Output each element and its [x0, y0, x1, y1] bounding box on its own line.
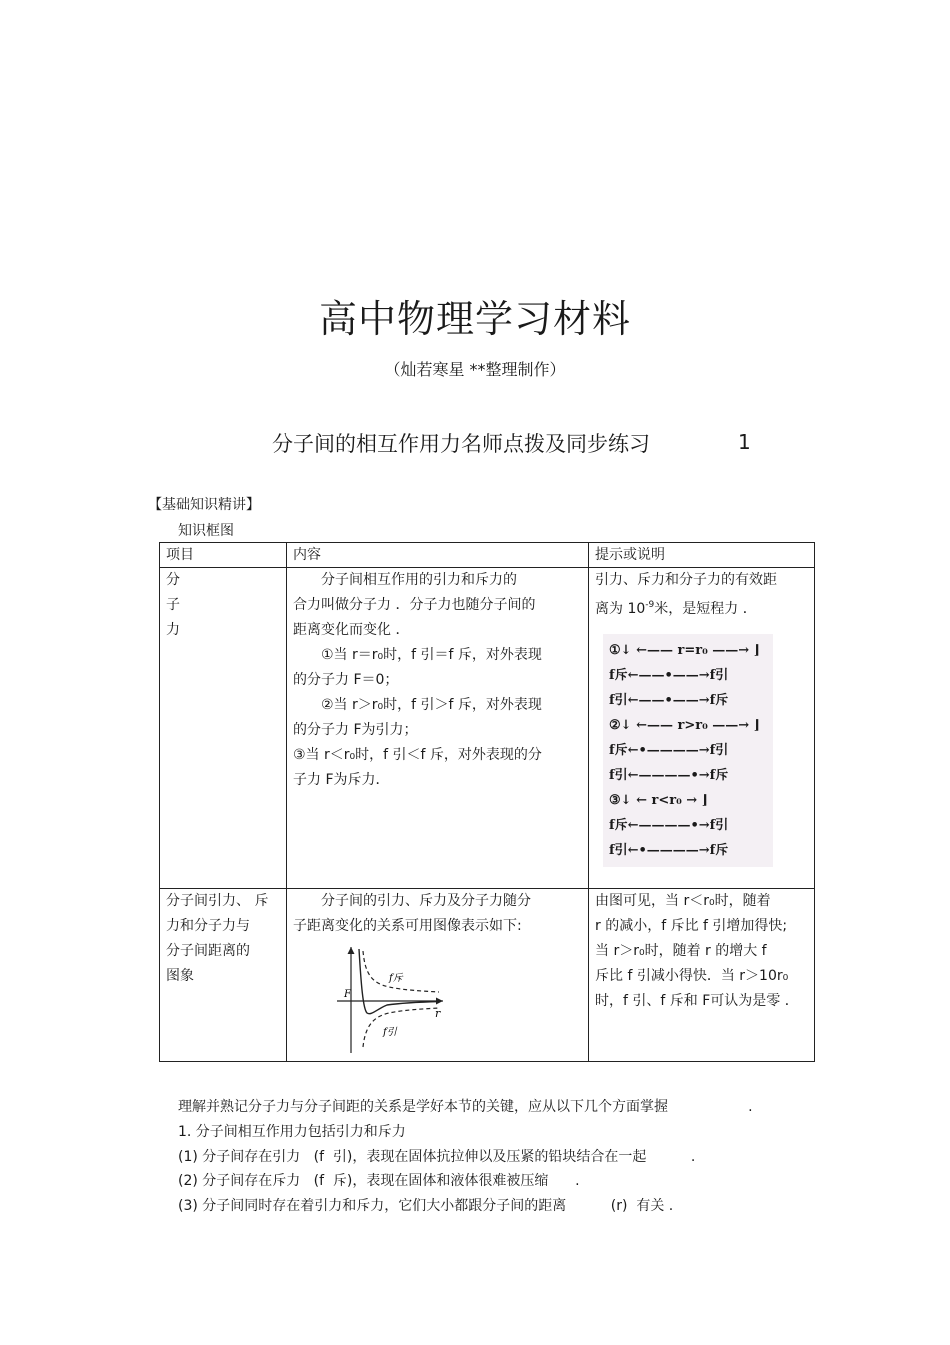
force-diagram	[603, 634, 773, 867]
content-line: 分子间的引力、斥力及分子力随分	[321, 893, 531, 909]
label-F: F	[344, 989, 351, 1000]
body-paragraph: (3) 分子间同时存在着引力和斥力，它们大小都跟分子间的距离 (r) 有关 .	[178, 1198, 674, 1214]
attraction-curve	[363, 1008, 439, 1047]
item-line: 分子间距离的	[166, 943, 250, 959]
table-row	[160, 889, 815, 1062]
note-line: 时，f 引、f 斥和 F可认为是零 ．	[595, 993, 799, 1009]
force-line: f引←•————→f斥	[609, 843, 729, 858]
label-r: r	[435, 1007, 441, 1020]
note-line: 当 r＞r₀时，随着 r 的增大 f	[595, 943, 767, 959]
table-row	[160, 568, 815, 889]
lesson-number: 1	[738, 430, 751, 454]
content-line: 的分子力 F＝0；	[293, 672, 399, 688]
force-line: f引←————•→f斥	[609, 768, 729, 783]
item-line: 图象	[166, 968, 194, 984]
page-title: 高中物理学习材料	[318, 297, 631, 341]
repulsion-curve	[363, 951, 439, 992]
force-line: ③↓ ← r<r₀ → ⌋	[609, 793, 708, 808]
table-header-row	[160, 543, 815, 568]
force-distance-graph	[331, 943, 451, 1055]
content-line: 子力 F为斥力．	[293, 772, 390, 788]
body-paragraph: 1. 分子间相互作用力包括引力和斥力	[178, 1124, 406, 1140]
content-line: 的分子力 F为引力；	[293, 722, 418, 738]
header-note: 提示或说明	[589, 543, 815, 568]
page-subtitle: （灿若寒星 **整理制作）	[384, 360, 566, 379]
content-cell	[287, 568, 589, 889]
note-line: 斥比 f 引减小得快．当 r＞10r₀	[595, 968, 789, 984]
section-heading: 【基础知识精讲】	[148, 497, 260, 513]
label-f-rep: f斥	[389, 973, 403, 984]
content-line: 分子间相互作用的引力和斥力的	[321, 572, 517, 588]
note-line: r 的减小，f 斥比 f 引增加得快;	[595, 918, 788, 934]
note-line: 离为 $10^{-9}$米，是短程力 ．	[595, 600, 757, 617]
content-cell	[287, 889, 589, 1062]
note-cell	[589, 568, 815, 889]
note-line: 由图可见，当 r＜r₀时，随着	[595, 893, 771, 909]
knowledge-table	[159, 542, 815, 1062]
body-paragraph: (1) 分子间存在引力 (f 引)，表现在固体抗拉伸以及压紧的铅块结合在一起 .	[178, 1149, 696, 1165]
content-line: ②当 r＞r₀时，f 引＞f 斥，对外表现	[321, 697, 542, 713]
force-line: f斥←——•——→f引	[609, 668, 729, 683]
exponent: -9	[645, 600, 655, 610]
body-paragraph: 理解并熟记分子力与分子间距的关系是学好本节的关键，应从以下几个方面掌握 .	[178, 1099, 753, 1115]
note-line: 引力、斥力和分子力的有效距	[595, 572, 777, 588]
item-cell	[160, 889, 287, 1062]
force-line: ①↓ ←—— r=r₀ ——→ ⌋	[609, 643, 760, 658]
label-f-att: f引	[383, 1027, 397, 1038]
item-char: 分	[166, 572, 180, 588]
item-char: 力	[166, 622, 180, 638]
force-line: f斥←————•→f引	[609, 818, 729, 833]
lesson-title: 分子间的相互作用力名师点拨及同步练习	[272, 432, 650, 456]
force-line: f斥←•————→f引	[609, 743, 729, 758]
force-line: f引←——•——→f斥	[609, 693, 729, 708]
item-line: 分子间引力、 斥	[166, 893, 269, 909]
content-line: 合力叫做分子力 ．分子力也随分子间的	[293, 597, 536, 613]
content-line: ③当 r＜r₀时，f 引＜f 斥，对外表现的分	[293, 747, 542, 763]
item-char: 子	[166, 597, 180, 613]
force-line: ②↓ ←—— r>r₀ ——→ ⌋	[609, 718, 760, 733]
content-line: ①当 r＝r₀时，f 引＝f 斥，对外表现	[321, 647, 542, 663]
frame-label: 知识框图	[178, 523, 234, 539]
content-line: 距离变化而变化 ．	[293, 622, 410, 638]
header-item: 项目	[160, 543, 287, 568]
item-cell	[160, 568, 287, 889]
body-paragraph: (2) 分子间存在斥力 (f 斥)，表现在固体和液体很难被压缩 .	[178, 1173, 580, 1189]
note-cell	[589, 889, 815, 1062]
header-content: 内容	[287, 543, 589, 568]
content-line: 子距离变化的关系可用图像表示如下:	[293, 918, 522, 934]
item-line: 力和分子力与	[166, 918, 250, 934]
